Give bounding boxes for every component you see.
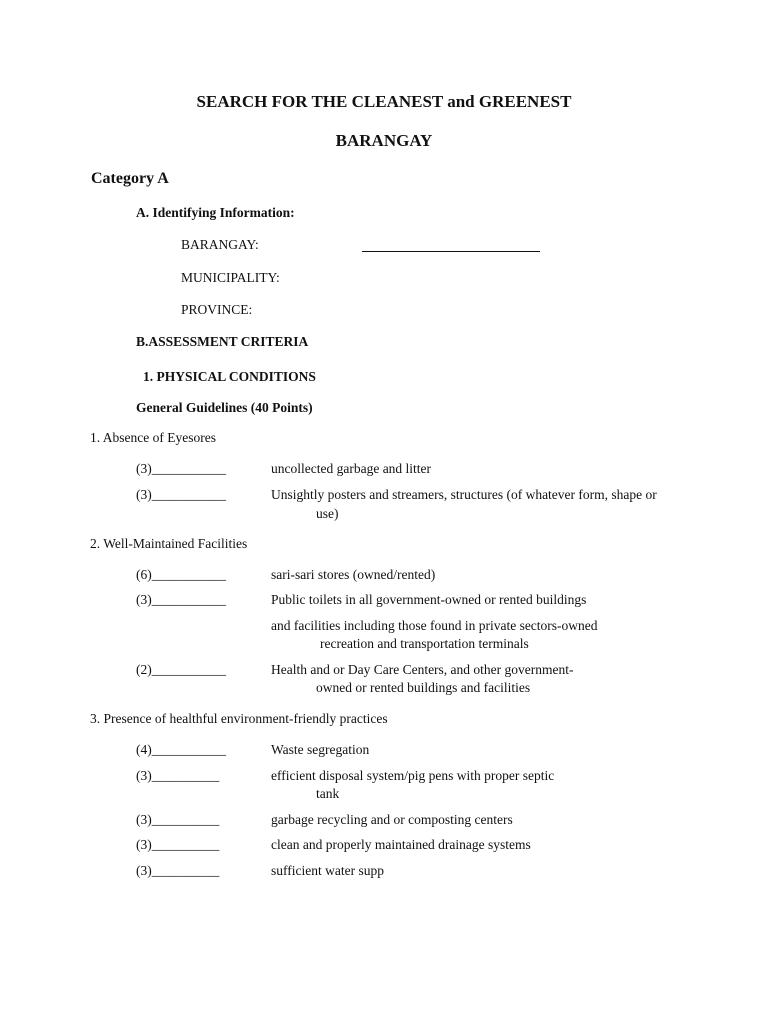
item-text: and facilities including those found in private sectors-owned (271, 618, 598, 633)
item-text: sari-sari stores (owned/rented) (271, 567, 436, 582)
item-score[interactable]: (2)___________ (136, 662, 226, 677)
item-text: clean and properly maintained drainage systems (271, 837, 531, 852)
physical-conditions-heading: 1. PHYSICAL CONDITIONS (143, 369, 316, 384)
section-title-facilities: 2. Well-Maintained Facilities (90, 536, 248, 551)
item-text-continuation: use) (316, 506, 339, 521)
item-score[interactable]: (3)__________ (136, 768, 220, 783)
item-text: efficient disposal system/pig pens with proper septic (271, 768, 555, 783)
item-score[interactable]: (3)__________ (136, 812, 220, 827)
item-text-continuation: recreation and transportation terminals (320, 636, 529, 651)
barangay-blank-line[interactable] (362, 251, 540, 252)
item-text: Public toilets in all government-owned or rented buildings (271, 592, 587, 607)
item-score[interactable]: (3)___________ (136, 592, 226, 607)
municipality-label: MUNICIPALITY: (181, 270, 280, 285)
item-score[interactable]: (3)___________ (136, 487, 226, 502)
item-score[interactable]: (6)___________ (136, 567, 226, 582)
identifying-info-heading: A. Identifying Information: (136, 205, 295, 220)
document-title-line1: SEARCH FOR THE CLEANEST and GREENEST (196, 92, 572, 111)
document-title-line2: BARANGAY (335, 131, 433, 150)
item-text: uncollected garbage and litter (271, 461, 432, 476)
assessment-criteria-heading: B.ASSESSMENT CRITERIA (136, 334, 309, 349)
province-label: PROVINCE: (181, 302, 253, 317)
item-text: garbage recycling and or composting centers (271, 812, 513, 827)
category-heading: Category A (91, 170, 169, 187)
item-text: sufficient water supp (271, 863, 384, 878)
section-title-practices: 3. Presence of healthful environment-friendly practices (90, 711, 388, 726)
item-text-continuation: tank (316, 786, 340, 801)
item-score[interactable]: (3)__________ (136, 837, 220, 852)
item-score[interactable]: (4)___________ (136, 742, 226, 757)
item-text-continuation: owned or rented buildings and facilities (316, 680, 531, 695)
section-title-eyesores: 1. Absence of Eyesores (90, 430, 216, 445)
item-text: Health and or Day Care Centers, and other government- (271, 662, 574, 677)
item-text: Unsightly posters and streamers, structures (of whatever form, shape or (271, 487, 657, 502)
barangay-label: BARANGAY: (181, 237, 259, 252)
item-text: Waste segregation (271, 742, 370, 757)
general-guidelines-heading: General Guidelines (40 Points) (136, 400, 313, 415)
item-score[interactable]: (3)__________ (136, 863, 220, 878)
item-score[interactable]: (3)___________ (136, 461, 226, 476)
